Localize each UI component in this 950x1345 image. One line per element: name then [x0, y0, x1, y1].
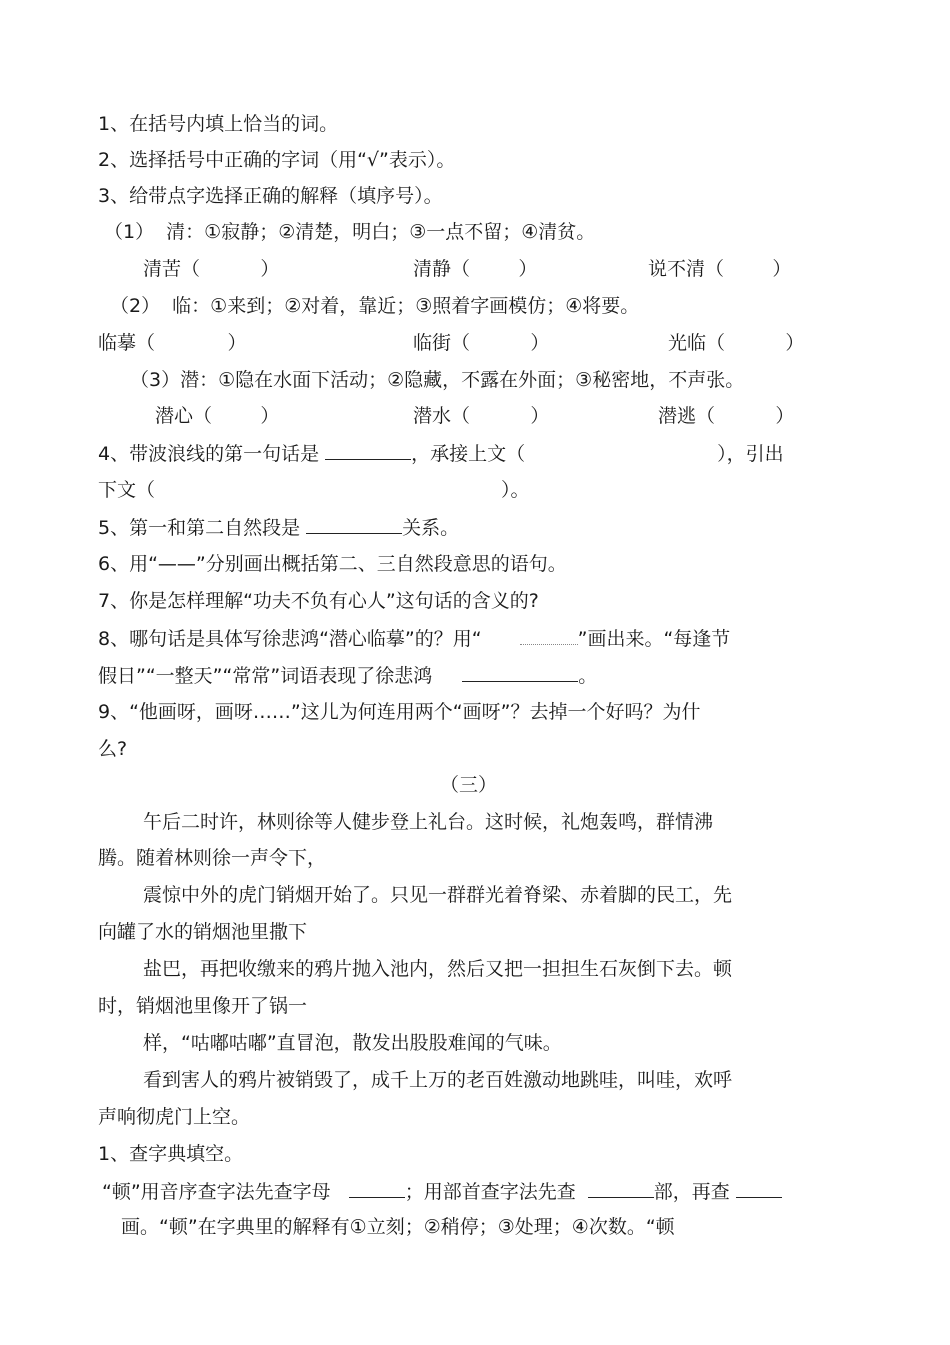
- reading-text-b: ；用部首查字法先查: [404, 1181, 576, 1203]
- question-4-text-b: ，承接上文（: [411, 443, 526, 465]
- passage-line: 午后二时许，林则徐等人健步登上礼台。这时候，礼炮轰鸣，群情沸: [143, 811, 714, 833]
- sub-question-1-item-a: 清苦（ ）: [143, 258, 280, 280]
- question-5-text-b: 关系。: [402, 517, 460, 539]
- passage-line: 声响彻虎门上空。: [98, 1106, 251, 1128]
- question-8-text-a: 8、哪句话是具体写徐悲鸿“潜心临摹”的？用“: [98, 628, 482, 650]
- sub-question-3-item-b: 潜水（ ）: [413, 405, 550, 427]
- sub-question-1-item-c: 说不清（ ）: [648, 258, 792, 280]
- answer-blank[interactable]: [736, 1179, 782, 1198]
- question-3: 3、给带点字选择正确的解释（填序号）。: [98, 185, 443, 207]
- wavy-line-mark: [520, 626, 578, 645]
- reading-question-1-line-3: 画。“顿”在字典里的解释有①立刻；②稍停；③处理；④次数。“顿: [121, 1216, 675, 1238]
- answer-blank[interactable]: [462, 663, 578, 682]
- reading-question-1: 1、查字典填空。: [98, 1143, 244, 1165]
- sub-question-1-head: （1） 清：①寂静；②清楚，明白；③一点不留；④清贫。: [104, 221, 596, 243]
- answer-blank[interactable]: [588, 1179, 654, 1198]
- question-4-line-2: [98, 478, 530, 502]
- sub-question-3-item-c: 潜逃（ ）: [658, 405, 795, 427]
- question-8-text-c: 假日”“一整天”“常常”词语表现了徐悲鸿: [98, 665, 433, 687]
- question-4-text-d: 下文（: [98, 479, 156, 501]
- sub-question-2-item-a: 临摹（ ）: [98, 332, 247, 354]
- section-heading: （三）: [440, 774, 498, 796]
- question-7: 7、你是怎样理解“功夫不负有心人”这句话的含义的?: [98, 590, 539, 612]
- question-9-line-2: 么?: [98, 738, 128, 760]
- reading-text-c: 部，再查: [653, 1181, 730, 1203]
- answer-blank[interactable]: [325, 441, 411, 460]
- question-6: 6、用“——”分别画出概括第二、三自然段意思的语句。: [98, 553, 567, 575]
- passage-line: 向罐了水的销烟池里撒下: [98, 921, 308, 943]
- question-5-text-a: 5、第一和第二自然段是: [98, 517, 301, 539]
- reading-text-a: “顿”用音序查字法先查字母: [102, 1181, 331, 1203]
- passage-line: 时，销烟池里像开了锅一: [98, 995, 308, 1017]
- passage-line: 震惊中外的虎门销烟开始了。只见一群群光着脊梁、赤着脚的民工，先: [143, 884, 733, 906]
- answer-blank[interactable]: [349, 1179, 405, 1198]
- sub-question-2-head: （2） 临：①来到；②对着，靠近；③照着字画模仿；④将要。: [110, 295, 640, 317]
- passage-line: 腾。随着林则徐一声令下，: [98, 847, 327, 869]
- passage-line: 看到害人的鸦片被销毁了，成千上万的老百姓激动地跳哇，叫哇，欢呼: [143, 1069, 733, 1091]
- sub-question-3-item-a: 潜心（ ）: [155, 405, 280, 427]
- question-1: 1、在括号内填上恰当的词。: [98, 113, 339, 135]
- question-8-line-1: [98, 626, 730, 651]
- question-8-text-d: 。: [578, 665, 598, 687]
- reading-question-1-line-2: [102, 1179, 782, 1204]
- question-4-text-c: ），引出: [717, 443, 784, 465]
- question-4-line-1: [98, 441, 784, 466]
- sub-question-2-item-c: 光临（ ）: [668, 332, 805, 354]
- question-8-line-2: [98, 663, 597, 688]
- question-4-text-e: ）。: [501, 479, 530, 501]
- question-4-text-a: 4、带波浪线的第一句话是: [98, 443, 320, 465]
- passage-line: 盐巴，再把收缴来的鸦片抛入池内，然后又把一担担生石灰倒下去。顿: [143, 958, 733, 980]
- sub-question-1-item-b: 清静（ ）: [413, 258, 538, 280]
- question-9-line-1: 9、“他画呀，画呀……”这儿为何连用两个“画呀”？去掉一个好吗？为什: [98, 701, 701, 723]
- sub-question-3-head: （3）潜：①隐在水面下活动；②隐藏，不露在外面；③秘密地，不声张。: [130, 369, 745, 391]
- question-8-text-b: ”画出来。“每逢节: [577, 628, 731, 650]
- answer-blank[interactable]: [306, 515, 402, 534]
- sub-question-2-item-b: 临街（ ）: [413, 332, 550, 354]
- question-2: 2、选择括号中正确的字词（用“√”表示）。: [98, 149, 456, 171]
- passage-line: 样，“咕嘟咕嘟”直冒泡，散发出股股难闻的气味。: [143, 1032, 562, 1054]
- question-5: [98, 515, 459, 540]
